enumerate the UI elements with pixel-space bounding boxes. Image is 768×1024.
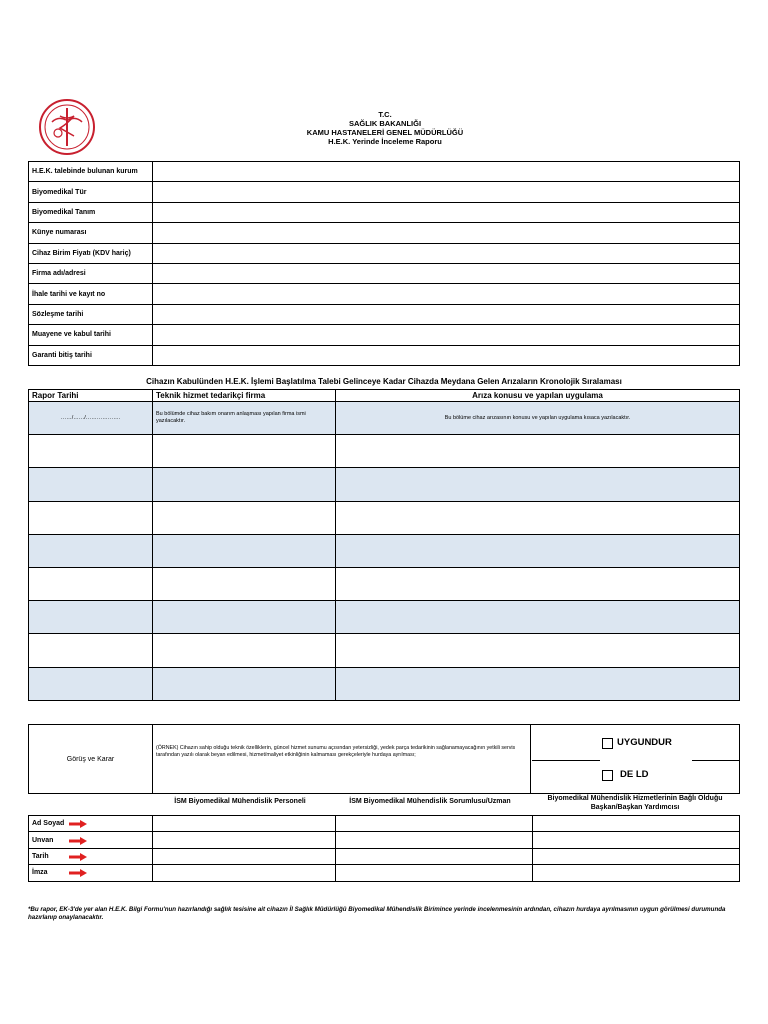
example-description: Bu bölüme cihaz arızasının konusu ve yapılan uygulama kısaca yazılacaktır. xyxy=(336,402,740,435)
document-header xyxy=(150,110,620,146)
arrow-right-icon xyxy=(69,837,87,845)
signature-table xyxy=(28,815,740,882)
signature-cell[interactable] xyxy=(153,832,336,848)
signature-cell[interactable] xyxy=(533,865,740,881)
table-row xyxy=(29,202,740,222)
example-date: ……/……/………………. xyxy=(29,402,153,435)
table-row xyxy=(29,263,740,283)
arrow-right-icon xyxy=(69,820,87,828)
date-cell[interactable] xyxy=(29,468,153,501)
date-cell[interactable] xyxy=(29,634,153,667)
signature-cell[interactable] xyxy=(336,848,533,864)
description-cell[interactable] xyxy=(336,634,740,667)
column-header-date: Rapor Tarihi xyxy=(29,390,153,402)
table-row xyxy=(29,345,740,365)
arrow-right-icon xyxy=(69,853,87,861)
date-cell[interactable] xyxy=(29,501,153,534)
description-cell[interactable] xyxy=(336,601,740,634)
row-label: İmza xyxy=(32,869,48,877)
signature-cell[interactable] xyxy=(533,848,740,864)
firm-cell[interactable] xyxy=(153,601,336,634)
table-row xyxy=(29,848,740,864)
description-cell[interactable] xyxy=(336,468,740,501)
decision-options xyxy=(532,725,739,793)
uygundur-checkbox[interactable] xyxy=(602,738,613,749)
firm-cell[interactable] xyxy=(153,501,336,534)
table-row xyxy=(29,667,740,700)
row-label: Firma adı/adresi xyxy=(29,263,153,283)
date-cell[interactable] xyxy=(29,534,153,567)
chronology-table xyxy=(28,389,740,701)
date-cell[interactable] xyxy=(29,601,153,634)
decision-text: (ÖRNEK) Cihazın sahip olduğu teknik özelliklerin, güncel hizmet sunumu açısından yetersizliği, yedek parça tedarikinin sağlanamayacağının yetkili servis tarafından yazılı olarak beyan edilmesi, hizmet/maliyet etkinliğinin kalmaması gerekçeleriyle hurdaya ayrılması; xyxy=(153,725,531,793)
decision-label: Görüş ve Karar xyxy=(29,725,153,793)
table-row xyxy=(29,435,740,468)
table-row xyxy=(29,832,740,848)
firm-cell[interactable] xyxy=(153,534,336,567)
table-row xyxy=(29,534,740,567)
description-cell[interactable] xyxy=(336,534,740,567)
table-row xyxy=(29,567,740,600)
row-label: Tarih xyxy=(32,852,49,860)
table-row xyxy=(29,501,740,534)
table-row xyxy=(29,223,740,243)
table-row xyxy=(29,182,740,202)
input-cell[interactable] xyxy=(153,325,740,345)
firm-cell[interactable] xyxy=(153,667,336,700)
table-row xyxy=(29,402,740,435)
input-cell[interactable] xyxy=(153,345,740,365)
decision-box xyxy=(28,724,740,794)
input-cell[interactable] xyxy=(153,182,740,202)
row-label: H.E.K. talebinde bulunan kurum xyxy=(29,162,153,182)
description-cell[interactable] xyxy=(336,667,740,700)
input-cell[interactable] xyxy=(153,284,740,304)
table-row xyxy=(29,325,740,345)
row-label: Garanti bitiş tarihi xyxy=(29,345,153,365)
signature-cell[interactable] xyxy=(336,816,533,832)
example-firm: Bu bölümde cihaz bakım onarım anlaşması yapılan firma ismi yazılacaktır. xyxy=(153,402,336,435)
signature-cell[interactable] xyxy=(153,848,336,864)
arrow-right-icon xyxy=(69,869,87,877)
degildir-checkbox[interactable] xyxy=(602,770,613,781)
table-row xyxy=(29,304,740,324)
row-label: Ad Soyad xyxy=(32,820,65,828)
header-line-2: SAĞLIK BAKANLIĞI xyxy=(348,119,422,128)
table-row xyxy=(29,816,740,832)
ministry-logo-icon xyxy=(38,98,96,156)
footnote: *Bu rapor, EK-3'de yer alan H.E.K. Bilgi Formu'nun hazırlandığı sağlık tesisine ait cihazın İl Sağlık Müdürlüğü Biyomedikal Mühendislik Birimince yerinde incelenmesinin ardından, cihazın hurdaya ayrılmasının uygun görülmesi durumunda hazırlanıp onaylanacaktır. xyxy=(28,906,726,921)
input-cell[interactable] xyxy=(153,243,740,263)
input-cell[interactable] xyxy=(153,162,740,182)
header-line-4: H.E.K. Yerinde İnceleme Raporu xyxy=(328,137,442,146)
table-row xyxy=(29,284,740,304)
column-header-firm: Teknik hizmet tedarikçi firma xyxy=(153,390,336,402)
table-row xyxy=(29,601,740,634)
firm-cell[interactable] xyxy=(153,435,336,468)
row-label: Unvan xyxy=(32,836,54,844)
row-label: Sözleşme tarihi xyxy=(29,304,153,324)
row-label: Cihaz Birim Fiyatı (KDV hariç) xyxy=(29,243,153,263)
firm-cell[interactable] xyxy=(153,468,336,501)
table-row xyxy=(29,468,740,501)
signature-column-2: İSM Biyomedikal Mühendislik Sorumlusu/Uzman xyxy=(349,798,511,805)
header-line-1: T.C. xyxy=(378,110,392,119)
signature-column-1: İSM Biyomedikal Mühendislik Personeli xyxy=(174,798,306,805)
table-row xyxy=(29,243,740,263)
input-cell[interactable] xyxy=(153,263,740,283)
table-row xyxy=(29,162,740,182)
firm-cell[interactable] xyxy=(153,634,336,667)
row-label: Biyomedikal Tür xyxy=(29,182,153,202)
input-cell[interactable] xyxy=(153,202,740,222)
date-cell[interactable] xyxy=(29,435,153,468)
row-label: Muayene ve kabul tarihi xyxy=(29,325,153,345)
row-label: Künye numarası xyxy=(29,223,153,243)
signature-cell[interactable] xyxy=(533,816,740,832)
column-header-description: Arıza konusu ve yapılan uygulama xyxy=(336,390,740,402)
description-cell[interactable] xyxy=(336,567,740,600)
date-cell[interactable] xyxy=(29,667,153,700)
input-cell[interactable] xyxy=(153,223,740,243)
signature-cell[interactable] xyxy=(533,832,740,848)
date-cell[interactable] xyxy=(29,567,153,600)
description-cell[interactable] xyxy=(336,501,740,534)
row-label: Biyomedikal Tanım xyxy=(29,202,153,222)
signature-column-3: Biyomedikal Mühendislik Hizmetlerinin Bağlı Olduğu Başkan/Başkan Yardımcısı xyxy=(547,795,723,811)
chronology-title: Cihazın Kabulünden H.E.K. İşlemi Başlatılma Talebi Gelinceye Kadar Cihazda Meydana Gelen Arızaların Kronolojik Sıralaması xyxy=(146,377,622,386)
signature-cell[interactable] xyxy=(153,865,336,881)
signature-cell[interactable] xyxy=(153,816,336,832)
signature-cell[interactable] xyxy=(336,865,533,881)
header-line-3: KAMU HASTANELERİ GENEL MÜDÜRLÜĞÜ xyxy=(306,128,464,137)
uygundur-label: UYGUNDUR xyxy=(617,737,672,748)
table-row xyxy=(29,634,740,667)
firm-cell[interactable] xyxy=(153,567,336,600)
signature-cell[interactable] xyxy=(336,832,533,848)
degildir-label: DE LD xyxy=(620,769,649,780)
device-info-table xyxy=(28,161,740,366)
description-cell[interactable] xyxy=(336,435,740,468)
input-cell[interactable] xyxy=(153,304,740,324)
table-row xyxy=(29,865,740,881)
row-label: İhale tarihi ve kayıt no xyxy=(29,284,153,304)
